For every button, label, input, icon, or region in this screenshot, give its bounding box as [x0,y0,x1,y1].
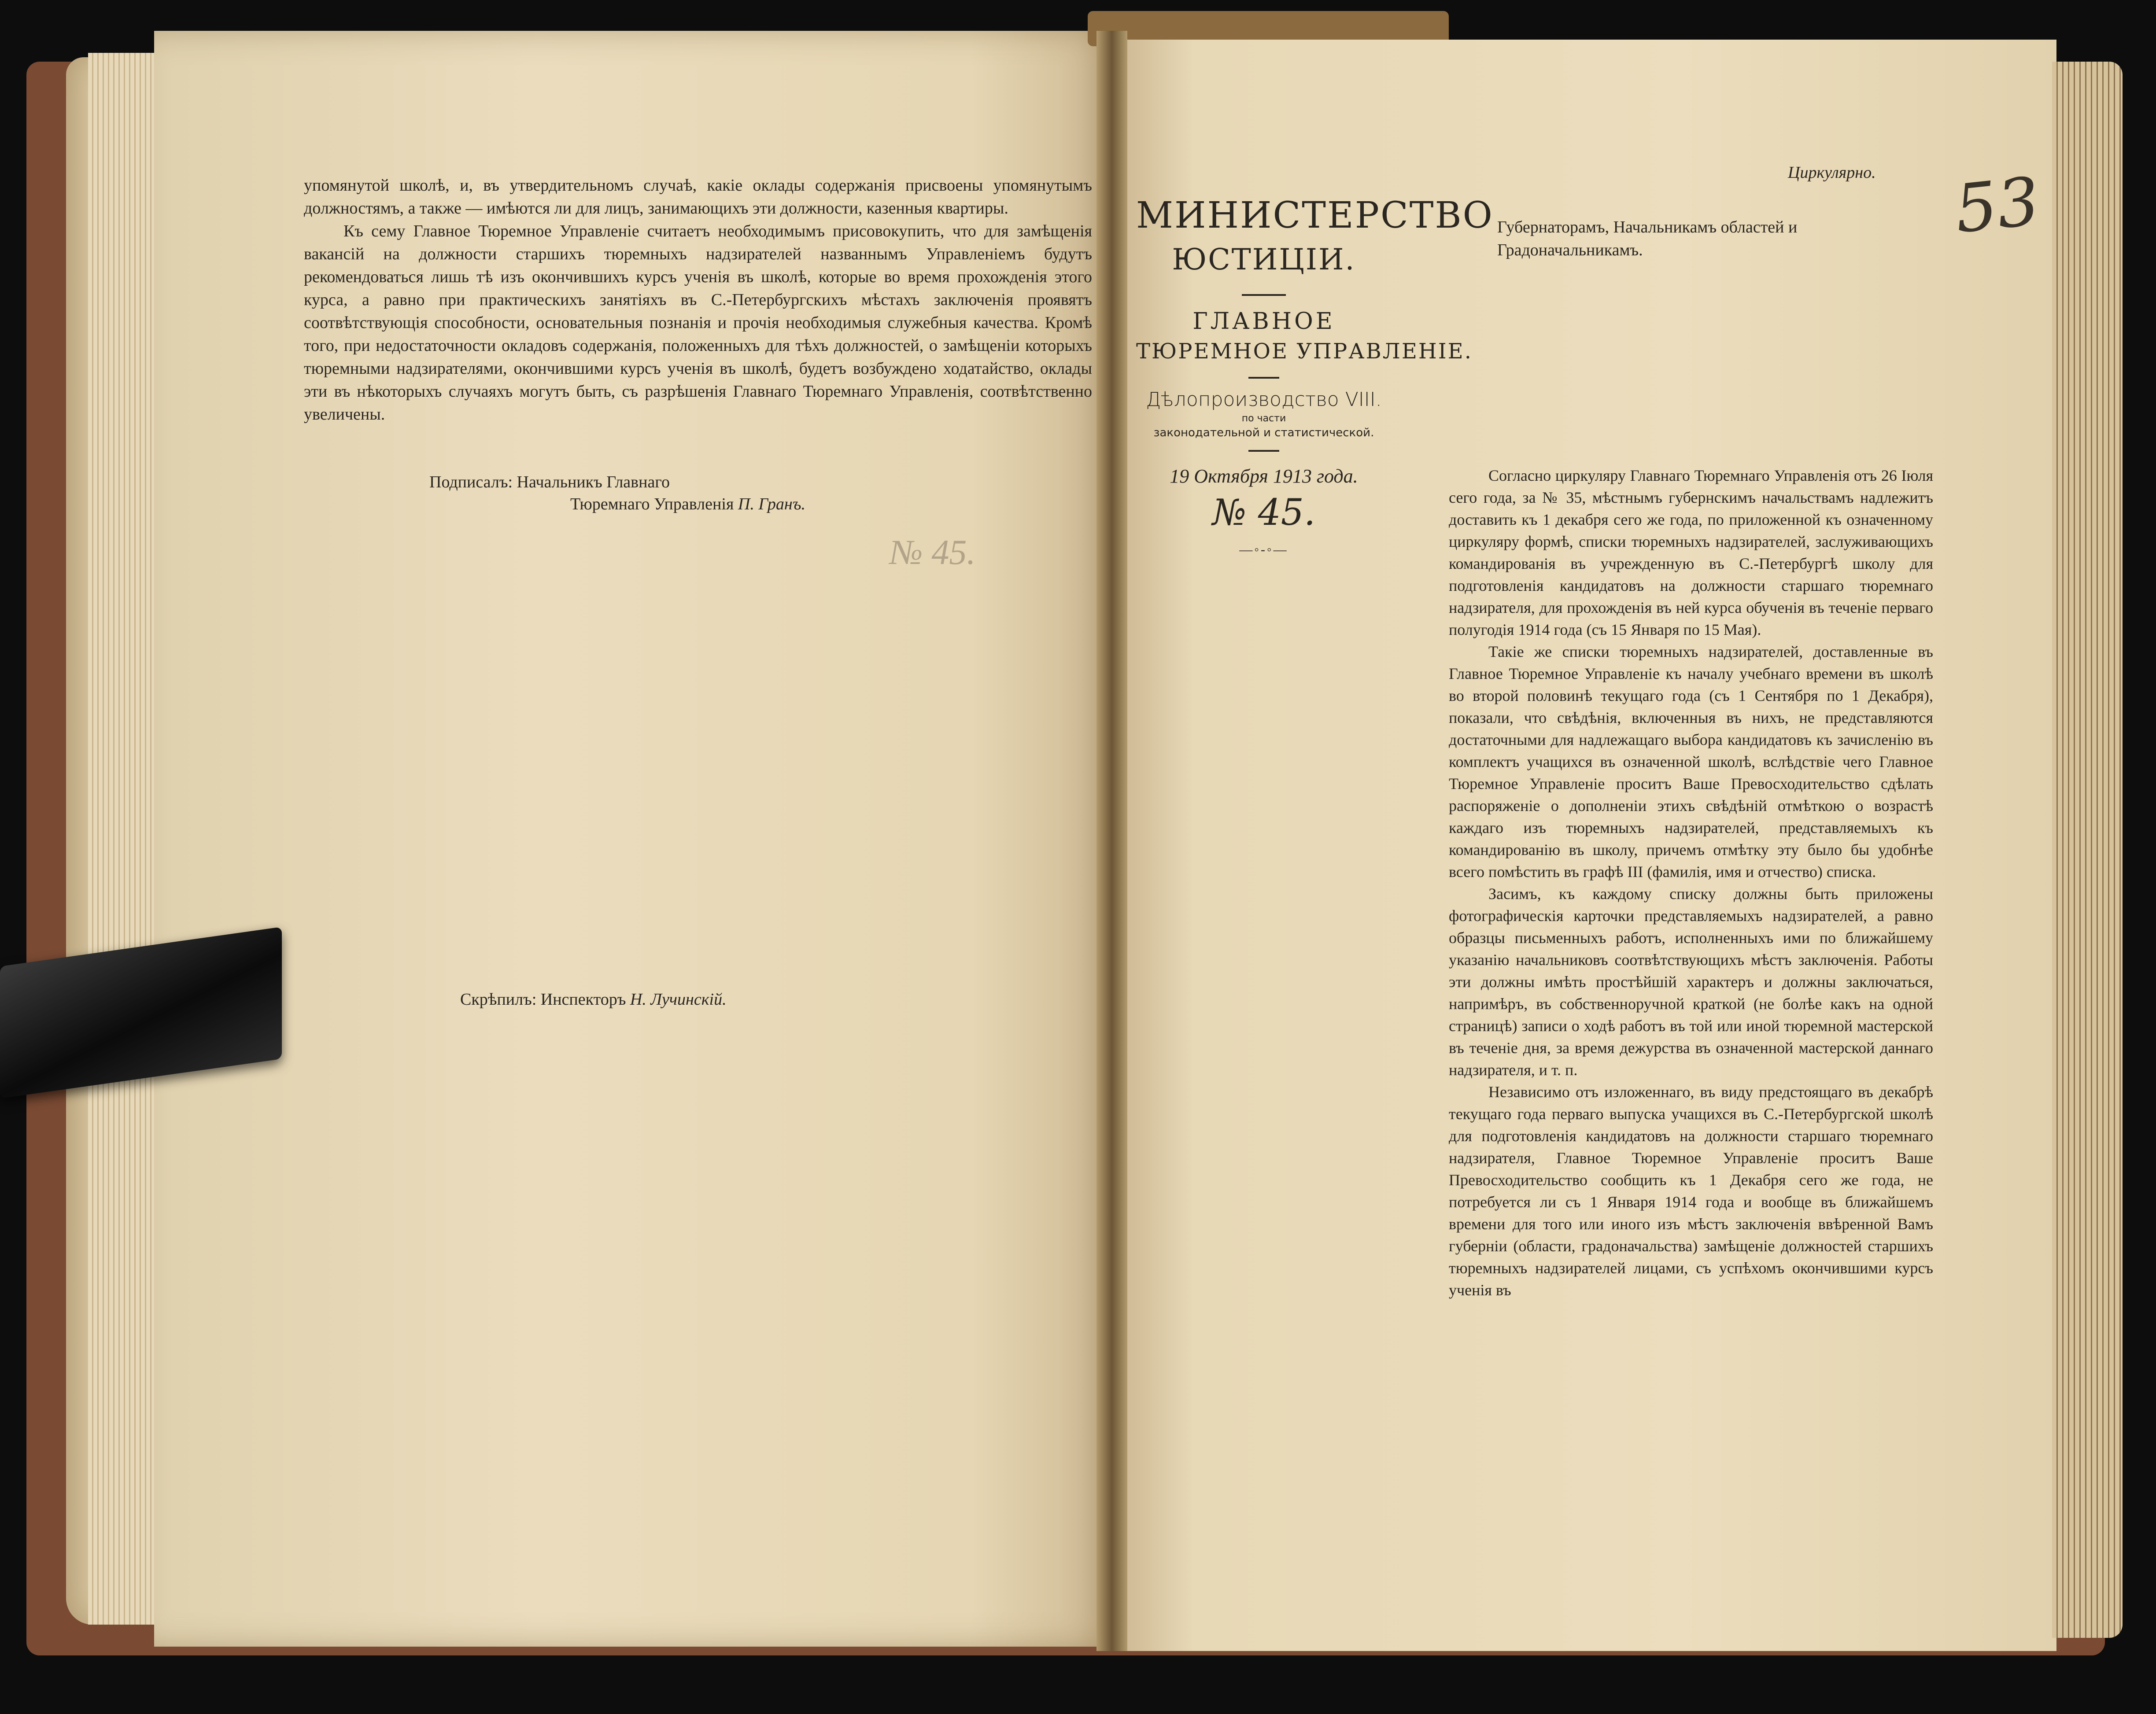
bleedthrough-number: № 45. [890,533,976,572]
header-rule-1 [1242,294,1286,296]
ministry-header [1136,194,1494,557]
book-gutter [1096,31,1127,1651]
dept-line1: ГЛАВНОЕ [1192,308,1335,335]
circular-number: № 45. [1212,492,1316,534]
ministry-line1: МИНИСТЕРСТВО [1136,195,1494,236]
header-rule-3 [1248,450,1279,452]
countersigned-name: Н. Лучинскій. [630,990,727,1009]
signed-name: П. Гранъ. [738,495,805,513]
handwritten-folio-number: 53 [1951,163,2043,248]
office-sub1: по части [1241,413,1286,424]
office-sub2: законодательной и статистической. [1153,426,1374,439]
office-name: Дѣлопроизводство VIII. [1146,388,1382,411]
ornament: —◦-◦— [1239,542,1288,557]
right-page-edges [2052,62,2123,1638]
ministry-line2: ЮСТИЦІИ. [1172,243,1356,276]
left-paragraph-1: упомянутой школѣ, и, въ утвердительномъ случаѣ, какіе оклады содержанія присвоены упомянутымъ должностямъ, а также — имѣются ли для лицъ, занимающихъ эти должности, казенныя квартиры. [304,176,1092,217]
right-body-text [1449,464,1933,1301]
right-paragraph-4: Независимо отъ изложеннаго, въ виду предстоящаго въ декабрѣ текущаго года перваго выпуска учащихся въ С.-Петербургской школѣ для подготовленія кандидатовъ на должности старшаго тюремнаго надзирателя, Главное Тюремное Управленіе проситъ Ваше Превосходительство сообщить къ 1 Декабря сего же года, не потребуется ли съ 1 Января 1914 года и вообще въ ближайшемъ времени для того или иного изъ мѣстъ заключенія ввѣренной Вамъ губерніи (области, градоначальства) замѣщеніе должностей старшихъ тюремныхъ надзирателей лицами, съ успѣхомъ окончившими курсъ ученія въ [1449,1083,1933,1299]
circular-label: Циркулярно. [1788,163,1876,182]
left-paragraph-2: Къ сему Главное Тюремное Управленіе считаетъ необходимымъ присовокупить, что для замѣщенія вакансій на должности старшихъ тюремныхъ надзирателей названнымъ Управленіемъ будутъ рекомендоваться лишь тѣ изъ окончившихъ курсъ ученія въ школѣ, которые во время прохожденія этого курса, а равно при практическихъ занятіяхъ въ С.-Петербургскихъ мѣстахъ заключенія проявятъ соотвѣтствующія способности, основательныя познанія и прочія необходимыя служебныя качества. Кромѣ того, при недостаточности окладовъ содержанія, положенныхъ для тѣхъ должностей, о замѣщеніи которыхъ тюремными надзирателями, окончившими курсъ ученія въ школѣ, будетъ возбуждено ходатайство, оклады эти въ нѣкоторыхъ случаяхъ могутъ быть, съ разрѣшенія Главнаго Тюремнаго Управленія, соотвѣтственно увеличены. [304,222,1092,424]
dept-line2: ТЮРЕМНОЕ УПРАВЛЕНІЕ. [1136,339,1473,364]
signature-block [429,471,958,515]
right-paragraph-3: Засимъ, къ каждому списку должны быть приложены фотографическія карточки представляемыхъ надзирателей, а равно образцы письменныхъ работъ, исполненныхъ ими по ближайшему указанію начальниковъ соотвѣтствующихъ мѣстъ заключенія. Работы эти должны имѣть простѣйшій характеръ и должны заключаться, напримѣръ, въ собственноручной краткой (не болѣе какъ на одной страницѣ) записи о ходѣ работъ въ той или иной тюремной мастерской въ теченіе дня, за время дежурства въ означенной мастерской даннаго надзирателя, и т. п. [1449,885,1933,1079]
left-body-text [304,174,1092,426]
addressee: Губернаторамъ, Начальникамъ областей и Градоначальникамъ. [1497,218,1798,259]
signed-line2-wrap [429,493,958,515]
circular-date: 19 Октября 1913 года. [1170,465,1358,487]
signed-line2: Тюремнаго Управленія [570,495,734,513]
header-rule-2 [1248,377,1279,379]
signed-label: Подписалъ: Начальникъ Главнаго [429,473,670,491]
countersigned-label: Скрѣпилъ: Инспекторъ [460,990,626,1009]
countersign-block [460,988,901,1010]
right-paragraph-1: Согласно циркуляру Главнаго Тюремнаго Управленія отъ 26 Іюля сего года, за № 35, мѣстнымъ губернскимъ начальствамъ надлежитъ доставить къ 1 декабря сего же года, по приложенной къ означенному циркуляру формѣ, списки тюремныхъ надзирателей, заслуживающихъ командированія въ учрежденную въ С.-Петербургѣ школу для подготовленія кандидатовъ на должности старшаго тюремнаго надзирателя, для прохожденія въ ней курса обученія въ теченіе перваго полугодія 1914 года (съ 15 Января по 15 Мая). [1449,467,1933,638]
right-paragraph-2: Такіе же списки тюремныхъ надзирателей, доставленные въ Главное Тюремное Управленіе къ началу учебнаго времени въ школѣ во второй половинѣ текущаго года (съ 1 Сентября по 1 Декабря), показали, что свѣдѣнія, включенныя въ нихъ, не представляются достаточными для надлежащаго выбора кандидатовъ къ зачисленію въ комплектъ учащихся въ означенной школѣ, вслѣдствіе чего Главное Тюремное Управленіе проситъ Ваше Превосходительство сдѣлать распоряженіе о дополненіи этихъ свѣдѣній отмѣткою о возрастѣ каждаго изъ тюремныхъ надзирателей, представляемыхъ къ командированію въ школу, причемъ отмѣтку эту было бы удобнѣе всего помѣстить въ графѣ III (фамилія, имя и отчество) списка. [1449,643,1933,881]
